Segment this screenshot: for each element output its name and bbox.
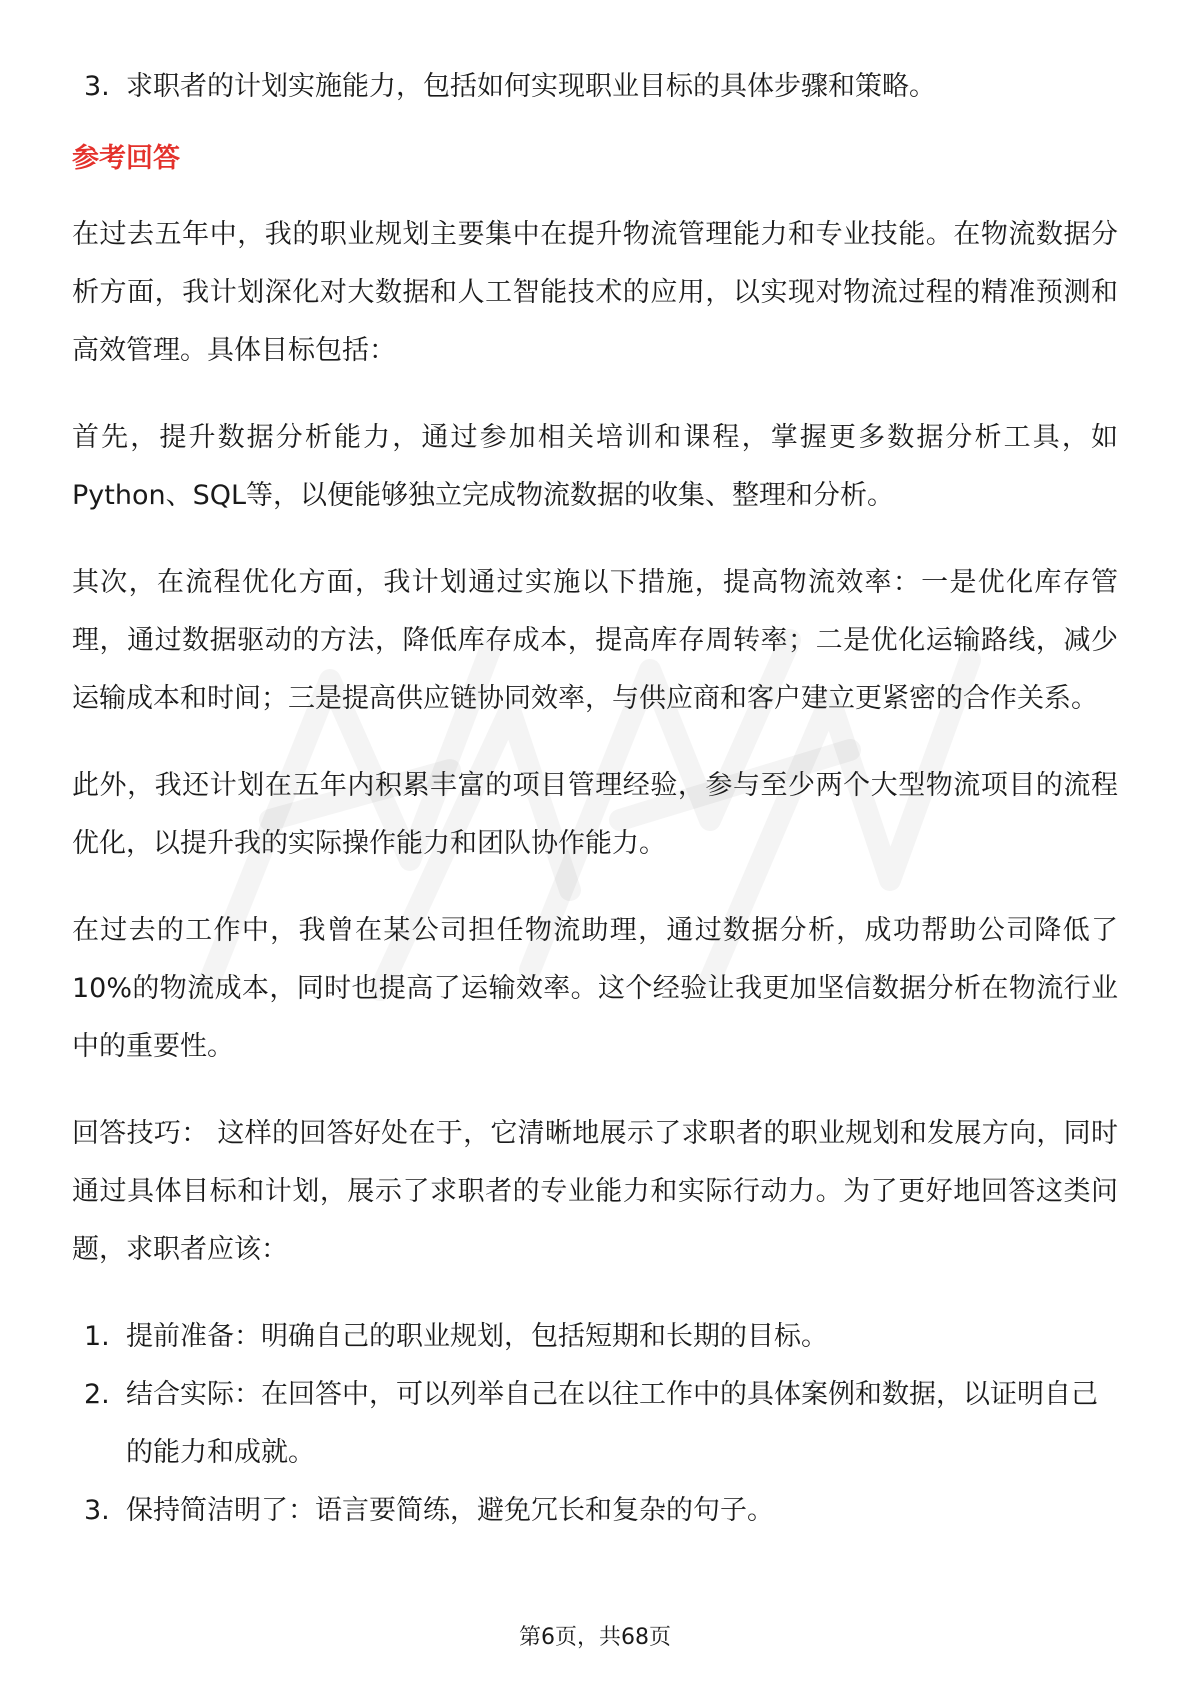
list-item bbox=[72, 1308, 1118, 1366]
paragraph: 在过去的工作中，我曾在某公司担任物流助理，通过数据分析，成功帮助公司降低了10%的物流成本，同时也提高了运输效率。这个经验让我更加坚信数据分析在物流行业中的重要性。 bbox=[72, 915, 1118, 1062]
paragraph: 其次，在流程优化方面，我计划通过实施以下措施，提高物流效率：一是优化库存管理，通过数据驱动的方法，降低库存成本，提高库存周转率；二是优化运输路线，减少运输成本和时间；三是提高供应链协同效率，与供应商和客户建立更紧密的合作关系。 bbox=[72, 567, 1118, 714]
list-text: 提前准备：明确自己的职业规划，包括短期和长期的目标。 bbox=[126, 1321, 828, 1352]
paragraph: 此外，我还计划在五年内积累丰富的项目管理经验，参与至少两个大型物流项目的流程优化，以提升我的实际操作能力和团队协作能力。 bbox=[72, 770, 1118, 859]
paragraph: 首先，提升数据分析能力，通过参加相关培训和课程，掌握更多数据分析工具，如Python、SQL等，以便能够独立完成物流数据的收集、整理和分析。 bbox=[72, 422, 1118, 511]
list-item bbox=[72, 58, 1118, 116]
section-title: 参考回答 bbox=[72, 143, 180, 174]
list-item bbox=[72, 1482, 1118, 1540]
paragraph: 在过去五年中，我的职业规划主要集中在提升物流管理能力和专业技能。在物流数据分析方面，我计划深化对大数据和人工智能技术的应用，以实现对物流过程的精准预测和高效管理。具体目标包括： bbox=[72, 219, 1118, 366]
list-text: 结合实际：在回答中，可以列举自己在以往工作中的具体案例和数据，以证明自己的能力和成就。 bbox=[126, 1379, 1098, 1468]
list-number: 3. bbox=[84, 1495, 110, 1526]
list-text: 求职者的计划实施能力，包括如何实现职业目标的具体步骤和策略。 bbox=[126, 71, 936, 102]
document-content bbox=[72, 58, 1118, 1540]
tips-list bbox=[72, 1308, 1118, 1540]
list-item bbox=[72, 1366, 1118, 1482]
top-list bbox=[72, 58, 1118, 116]
list-text: 保持简洁明了：语言要简练，避免冗长和复杂的句子。 bbox=[126, 1495, 774, 1526]
tips-paragraph: 回答技巧： 这样的回答好处在于，它清晰地展示了求职者的职业规划和发展方向，同时通过具体目标和计划，展示了求职者的专业能力和实际行动力。为了更好地回答这类问题，求职者应该： bbox=[72, 1118, 1118, 1265]
page-footer: 第6页，共68页 bbox=[519, 1625, 671, 1650]
list-number: 1. bbox=[84, 1321, 110, 1352]
list-number: 3. bbox=[84, 71, 110, 102]
list-number: 2. bbox=[84, 1379, 110, 1410]
